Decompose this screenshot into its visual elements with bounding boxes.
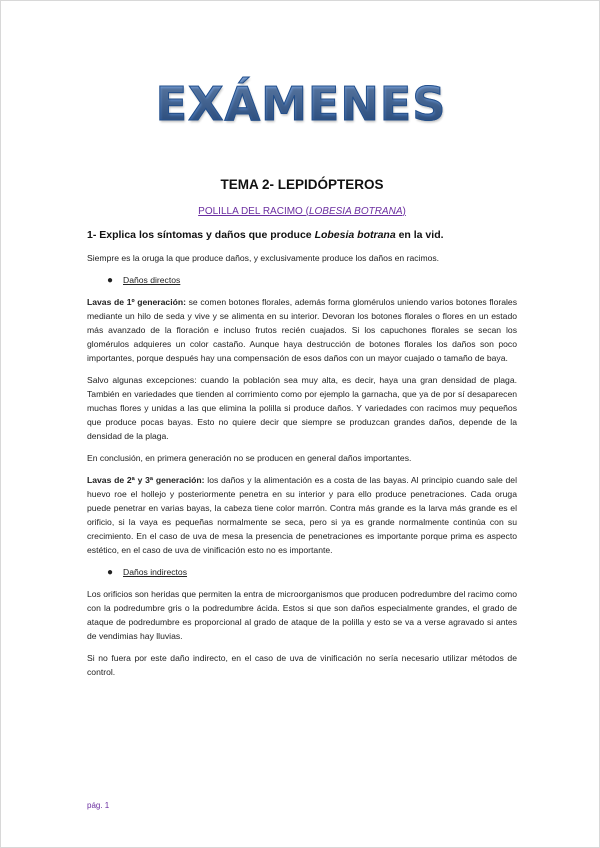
page-number: pág. 1: [87, 801, 110, 810]
p1-text: se comen botones florales, además forma glomérulos uniendo varios botones florales mediante un hilo de seda y vive y se alimenta en su interior. Devoran los botones florales o flores en un estado más avanzado de la floración e incluso frutos recién cuajados. Si los capuchones florales se secan los glomérulos adquieres un color castaño. Aunque haya destrucción de botones florales los daños son poco importantes, porque después hay una compensación de esos daños con un mayor cuajado o tamaño de baya.: [87, 297, 517, 363]
intro-paragraph: Siempre es la oruga la que produce daños, y exclusivamente produce los daños en racimos.: [87, 253, 440, 263]
document-body: [87, 177, 517, 687]
question-suffix: en la vid.: [395, 229, 444, 241]
paragraph-first-generation: [87, 295, 517, 365]
question-species: Lobesia botrana: [314, 229, 396, 241]
bullet-dot-icon: ●: [107, 274, 114, 286]
bullet-direct-label: Daños directos: [123, 275, 181, 285]
p1-label: Lavas de 1º generación:: [87, 297, 186, 307]
subtitle: [87, 206, 517, 217]
subtitle-species: LOBESIA BOTRANA: [308, 206, 403, 217]
bullet-indirect: [107, 565, 517, 579]
page-title: TEMA 2- LEPIDÓPTEROS: [220, 177, 384, 192]
p4-label: Lavas de 2ª y 3ª generación:: [87, 475, 205, 485]
subtitle-suffix: ): [402, 206, 406, 217]
banner-title: EXÁMENES: [155, 77, 447, 131]
question-heading: [87, 229, 517, 241]
subtitle-prefix: POLILLA DEL RACIMO (: [198, 206, 309, 217]
question-prefix: 1- Explica los síntomas y daños que produce: [87, 229, 315, 241]
bullet-dot-icon: ●: [107, 566, 114, 578]
paragraph-control: Si no fuera por este daño indirecto, en el caso de uva de vinificación no sería necesario utilizar métodos de control.: [87, 653, 517, 677]
paragraph-conclusion: En conclusión, en primera generación no se producen en general daños importantes.: [87, 453, 412, 463]
p4-text: los daños y la alimentación es a costa de las bayas. Al principio cuando sale del huevo roe el hollejo y posteriormente penetra en su interior y para ello produce penetraciones. Cada oruga puede penetrar en varias bayas, la cabeza tiene color marrón. Contra más grande es la larva más grande es el orificio, si la vaya es pequeñas normalmente se seca, pero si ya es grande normalmente continúa con su crecimiento. En el caso de uva de mesa la presencia de penetraciones es importante porque prima es aspecto estético, en el caso de uva de vinificación esto no es importante.: [87, 475, 517, 555]
paragraph-exceptions: Salvo algunas excepciones: cuando la población sea muy alta, es decir, haya una gran densidad de plaga. También en variedades que tienden al corrimiento como por ejemplo la garnacha, que ya de por sí desaparecen muchas flores y unidas a las que elimina la polilla si produce daños. Y variedades con racimos muy pequeños que produce pocas bayas. Esto no quiere decir que siempre se produzcan grandes daños, depende de la densidad de la plaga.: [87, 375, 517, 441]
bullet-direct: [107, 273, 517, 287]
paragraph-orifices: Los orificios son heridas que permiten la entra de microorganismos que producen podredumbre del racimo como con la podredumbre gris o la podredumbre ácida. Estos si que son daños especialmente grandes, el grado de ataque de podredumbre es proporcional al grado de ataque de la polilla y esto se va a verse agravado si antes de vendimias hay lluvias.: [87, 589, 517, 641]
paragraph-later-generations: [87, 473, 517, 557]
bullet-indirect-label: Daños indirectos: [123, 567, 188, 577]
banner: [1, 77, 600, 131]
